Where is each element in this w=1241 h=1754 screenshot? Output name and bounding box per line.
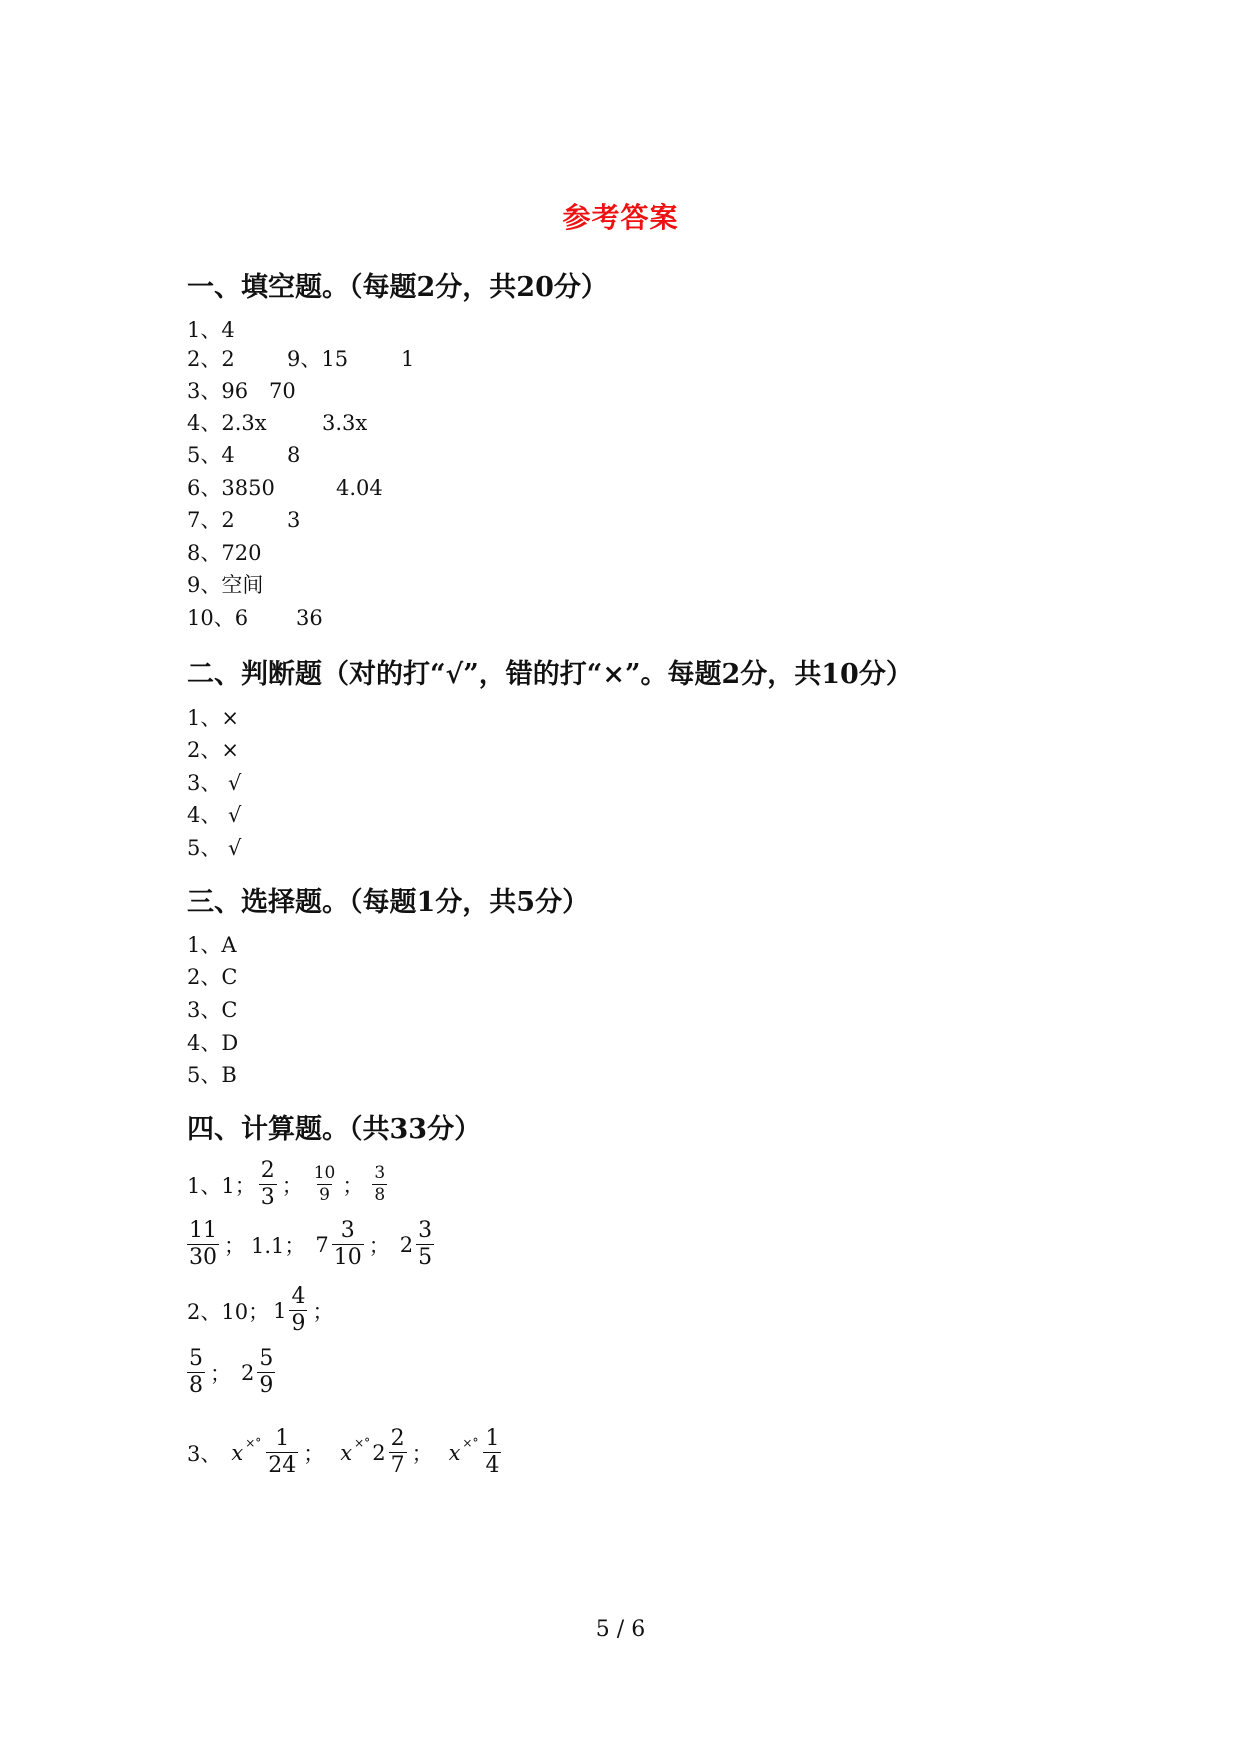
section-heading-calculation: 四、计算题。（共33分）	[187, 1114, 482, 1145]
page-title: 参考答案	[562, 201, 679, 234]
calc-answer-3: 3、 x ×° $\frac{1}{24}$ ； x ×° 2 $\frac{2}{7}$ ； x ×° $\frac{1}{4}$	[187, 1426, 500, 1478]
fill-answer-9: 9、空间	[187, 573, 264, 597]
calc-answer-2-line-1: 2、10； 1 $\frac{4}{9}$ ；	[187, 1284, 334, 1336]
section-heading-multiple-choice: 三、选择题。（每题1分，共5分）	[187, 887, 590, 918]
section-heading-true-false: 二、判断题（对的打“√”，错的打“×”。每题2分，共10分）	[187, 659, 913, 690]
section-heading-fill-in: 一、填空题。（每题2分，共20分）	[187, 272, 608, 303]
judge-answer-4: 4、 √	[187, 803, 242, 827]
fraction: $\frac{3}{5}$	[418, 1218, 433, 1270]
fill-answer-10: 10、6 36	[187, 606, 323, 630]
judge-answer-3: 3、 √	[187, 771, 242, 795]
fraction: $\frac{4}{9}$	[291, 1284, 306, 1336]
fraction: $\frac{5}{8}$	[189, 1346, 203, 1398]
fraction: $\frac{5}{9}$	[259, 1346, 274, 1398]
fraction: $\frac{2}{7}$	[390, 1426, 405, 1478]
fill-answer-7: 7、2 3	[187, 508, 301, 532]
choice-answer-4: 4、D	[187, 1031, 239, 1055]
fraction: $\frac{3}{10}$	[333, 1218, 362, 1270]
fraction: $\frac{1}{24}$	[268, 1426, 297, 1478]
fill-answer-4: 4、2.3x 3.3x	[187, 411, 368, 435]
choice-answer-2: 2、C	[187, 965, 238, 989]
fill-answer-3: 3、96 70	[187, 379, 296, 403]
calc-answer-1-line-2: $\frac{11}{30}$ ； 1.1； 7 $\frac{3}{10}$ ； 2 $\frac{3}{5}$	[189, 1218, 433, 1270]
choice-answer-1: 1、A	[187, 933, 237, 957]
fill-answer-1: 1、4	[187, 318, 235, 342]
judge-answer-5: 5、 √	[187, 836, 242, 860]
fraction: $\frac{1}{4}$	[485, 1426, 500, 1478]
judge-answer-2: 2、×	[187, 738, 239, 762]
fraction: $\frac{2}{3}$	[260, 1158, 275, 1210]
fraction: $\frac{10}{9}$	[313, 1163, 336, 1205]
fill-answer-8: 8、720	[187, 541, 262, 565]
fill-answer-5: 5、4 8	[187, 443, 301, 467]
calc-answer-1-line-1: 1、1； $\frac{2}{3}$ ； $\frac{10}{9}$ ； $\frac{3}{8}$	[187, 1158, 386, 1210]
fill-answer-2: 2、2 9、15 1	[187, 347, 415, 371]
fill-answer-6: 6、3850 4.04	[187, 476, 383, 500]
fraction: $\frac{11}{30}$	[189, 1218, 217, 1270]
fraction: $\frac{3}{8}$	[374, 1163, 386, 1205]
page-number: 5 / 6	[595, 1617, 646, 1642]
choice-answer-3: 3、C	[187, 998, 238, 1022]
choice-answer-5: 5、B	[187, 1063, 237, 1087]
judge-answer-1: 1、×	[187, 706, 239, 730]
calc-answer-2-line-2: $\frac{5}{8}$ ； 2 $\frac{5}{9}$	[189, 1346, 274, 1398]
